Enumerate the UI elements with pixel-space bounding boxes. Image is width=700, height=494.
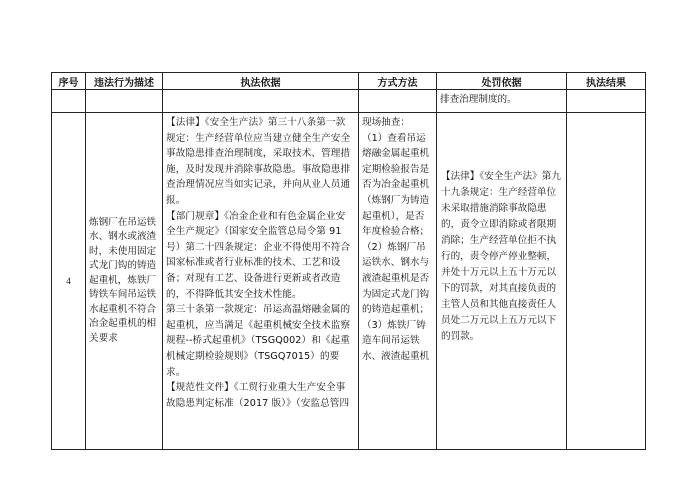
header-row [52, 73, 646, 90]
header-method: 方式方法 [359, 73, 437, 90]
cont-desc-cell [86, 90, 163, 113]
cont-seq-cell [52, 90, 86, 113]
header-penalty: 处罚依据 [437, 73, 567, 90]
basis-paragraph: 【部门规章】《冶金企业和有色金属企业安全生产规定》（国家安全监管总局令第 91 号）第二十四条规定：企业不得使用不符合国家标准或者行业标准的技术、工艺和设备；对现有工艺、设备进行更新或者改造的，不得降低其安全技术性能。 [166, 210, 351, 300]
basis-paragraph: 【规范性文件】《工贸行业重大生产安全事故隐患判定标准（2017 版）》（安监总管四 [166, 382, 350, 409]
method-paragraph: 现场抽查： [362, 117, 410, 128]
cont-penalty-cell: 排查治理制度的。 [437, 90, 567, 113]
continuation-row [52, 90, 646, 113]
row-seq: 4 [52, 113, 86, 450]
cont-basis-cell [163, 90, 359, 113]
basis-paragraph: 第三十条第一款规定：吊运高温熔融金属的起重机，应当满足《起重机械安全技术监察规程--桥式起重机》（TSGQ002）和《起重机械定期检验规则》（TSGQ7015）的要求。 [166, 304, 351, 378]
cont-method-cell [359, 90, 437, 113]
cont-result-cell [567, 90, 646, 113]
enforcement-table [51, 72, 646, 450]
table-row [52, 113, 646, 450]
header-seq: 序号 [52, 73, 86, 90]
basis-paragraph: 【法律】《安全生产法》第三十八条第一款规定：生产经营单位应当建立健全生产安全事故隐患排查治理制度，采取技术、管理措施，及时发现并消除事故隐患。事故隐患排查治理情况应当如实记录，并向从业人员通报。 [166, 117, 351, 206]
header-basis: 执法依据 [163, 73, 359, 90]
method-paragraph: （1）查看吊运熔融金属起重机定期检验报告是否为冶金起重机（炼钢厂为铸造起重机），是否年度检验合格； [362, 132, 430, 238]
method-paragraph: （2）炼钢厂吊运铁水、钢水与液渣起重机是否为固定式龙门钩的铸造起重机； [362, 241, 430, 316]
row-penalty-basis: 【法律】《安全生产法》第九十九条规定：生产经营单位未采取措施消除事故隐患的，责令立即消除或者限期消除；生产经营单位拒不执行的，责令停产停业整顿，并处十万元以上五十万元以下的罚款，对其直接负责的主管人员和其他直接责任人员处二万元以上五万元以下的罚款。 [437, 113, 567, 450]
row-result [567, 113, 646, 450]
row-violation-desc: 炼钢厂在吊运铁水、钢水或液渣时，未使用固定式龙门钩的铸造起重机，炼铁厂铸铁车间吊运铁水起重机不符合冶金起重机的相关要求 [86, 113, 163, 450]
header-result: 执法结果 [567, 73, 646, 90]
row-legal-basis [163, 113, 359, 450]
method-paragraph: （3）炼铁厂铸造车间吊运铁水、液渣起重机 [362, 319, 430, 362]
header-desc: 违法行为描述 [86, 73, 163, 90]
row-method [359, 113, 437, 450]
